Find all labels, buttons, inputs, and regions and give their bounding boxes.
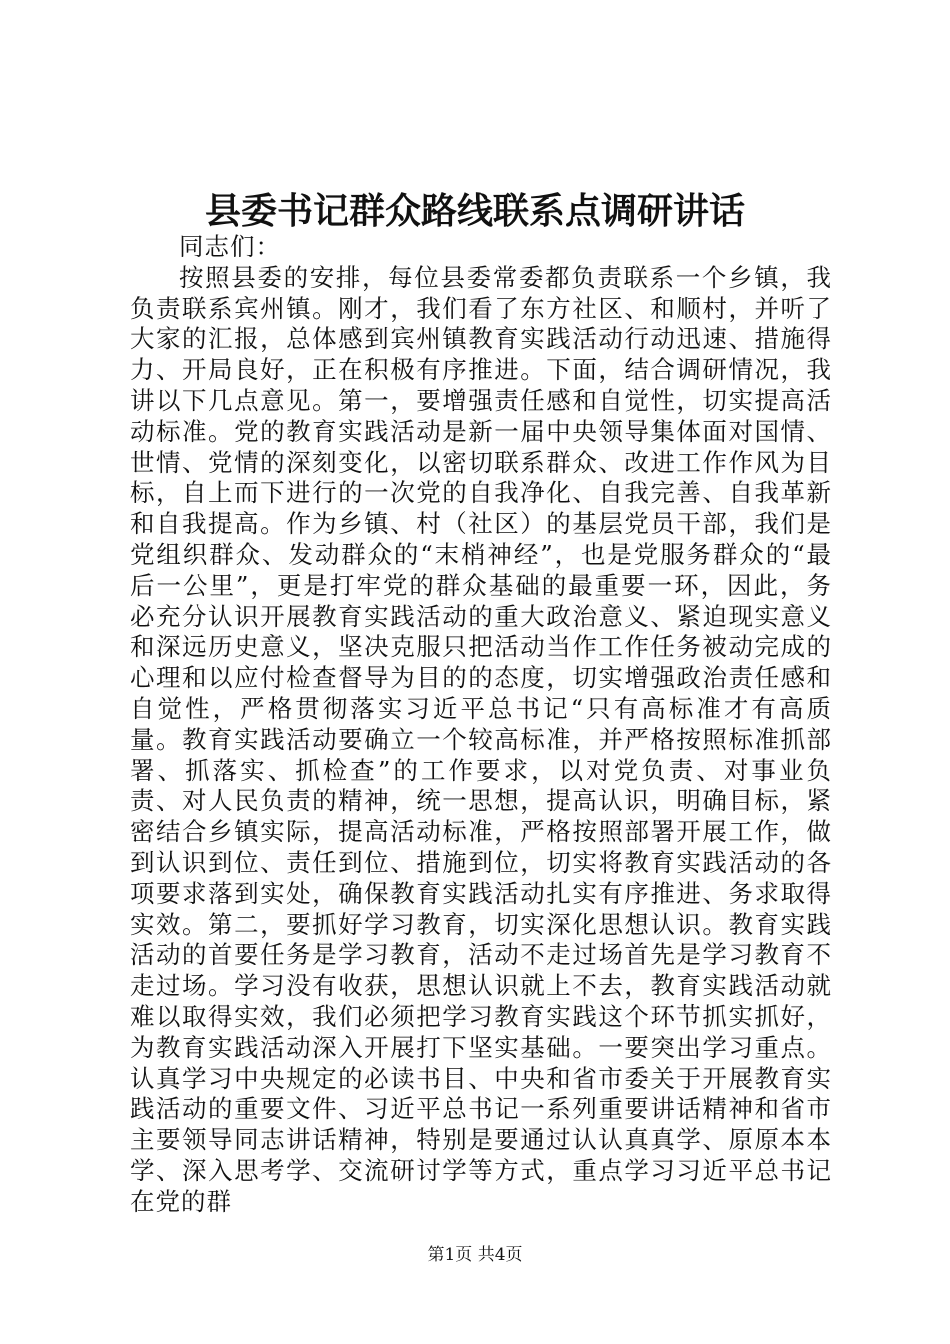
page-title: 县委书记群众路线联系点调研讲话: [204, 190, 745, 232]
salutation: 同志们：: [179, 232, 281, 261]
document-body: [130, 232, 832, 1218]
body-paragraph: 按照县委的安排，每位县委常委都负责联系一个乡镇，我负责联系宾州镇。刚才，我们看了东方社区、和顺村，并听了大家的汇报，总体感到宾州镇教育实践活动行动迅速、措施得力、开局良好，正在积极有序推进。下面，结合调研情况，我讲以下几点意见。第一，要增强责任感和自觉性，切实提高活动标准。党的教育实践活动是新一届中央领导集体面对国情、世情、党情的深刻变化，以密切联系群众、改进工作作风为目标，自上而下进行的一次党的自我净化、自我完善、自我革新和自我提高。作为乡镇、村（社区）的基层党员干部，我们是党组织群众、发动群众的“末梢神经”，也是党服务群众的“最后一公里”，更是打牢党的群众基础的最重要一环，因此，务必充分认识开展教育实践活动的重大政治意义、紧迫现实意义和深远历史意义，坚决克服只把活动当作工作任务被动完成的心理和以应付检查督导为目的的态度，切实增强政治责任感和自觉性，严格贯彻落实习近平总书记“只有高标准才有高质量。教育实践活动要确立一个较高标准，并严格按照标准抓部署、抓落实、抓检查”的工作要求，以对党负责、对事业负责、对人民负责的精神，统一思想，提高认识，明确目标，紧密结合乡镇实际，提高活动标准，严格按照部署开展工作，做到认识到位、责任到位、措施到位，切实将教育实践活动的各项要求落到实处，确保教育实践活动扎实有序推进、务求取得实效。第二，要抓好学习教育，切实深化思想认识。教育实践活动的首要任务是学习教育，活动不走过场首先是学习教育不走过场。学习没有收获，思想认识就上不去，教育实践活动就难以取得实效，我们必须把学习教育实践这个环节抓实抓好，为教育实践活动深入开展打下坚实基础。一要突出学习重点。认真学习中央规定的必读书目、中央和省市委关于开展教育实践活动的重要文件、习近平总书记一系列重要讲话精神和省市主要领导同志讲话精神，特别是要通过认认真真学、原原本本学、深入思考学、交流研讨学等方式，重点学习习近平总书记在党的群: [130, 262, 832, 1216]
page-number-footer: 第1页 共4页: [427, 1245, 523, 1265]
